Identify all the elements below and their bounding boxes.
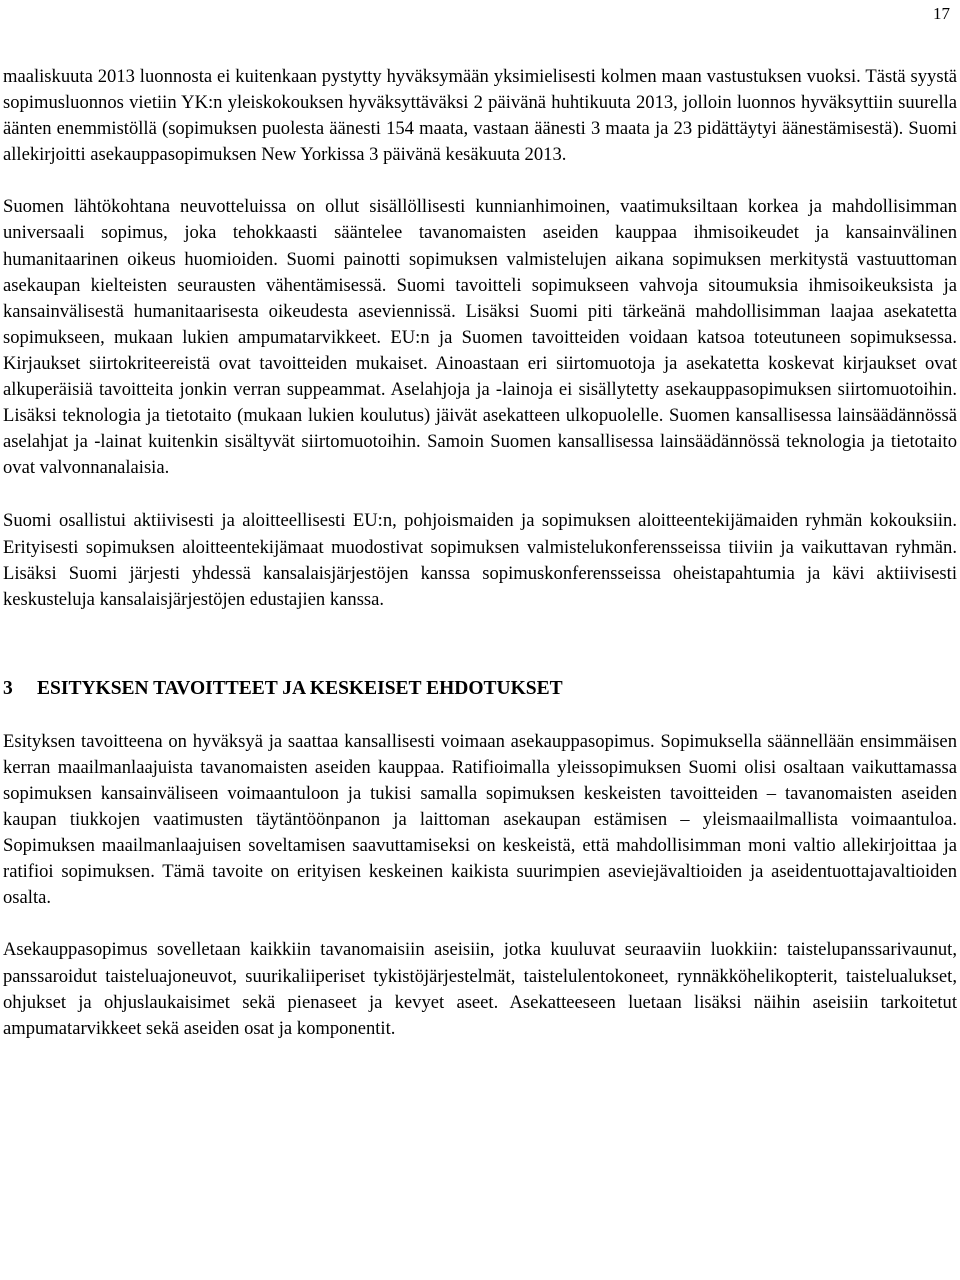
- section-number: 3: [3, 677, 13, 699]
- paragraph-ratification-history: maaliskuuta 2013 luonnosta ei kuitenkaan pystytty hyväksymään yksimielisesti kolmen maan vastustuksen vuoksi. Tästä syystä sopimusluonnos vietiin YK:n yleiskokouksen hyväksyttäväksi 2 päivänä huhtikuuta 2013, jolloin luonnos hyväksyttiin suurella äänten enemmistöllä (sopimuksen puolesta äänesti 154 maata, vastaan äänesti 3 maata ja 23 pidättäytyi äänestämisestä). Suomi allekirjoitti asekauppasopimuksen New Yorkissa 3 päivänä kesäkuuta 2013.: [3, 66, 957, 166]
- paragraph-finland-negotiation-goals: Suomen lähtökohtana neuvotteluissa on ollut sisällöllisesti kunnianhimoinen, vaatimuksiltaan korkea ja mahdollisimman universaali sopimus, joka tehokkaasti sääntelee tavanomaisten aseiden kauppaa ihmisoikeudet ja kansainvälinen humanitaarinen oikeus huomioiden. Suomi painotti sopimuksen valmistelujen aikana sopimuksen merkitystä vastuuttoman asekaupan kielteisten seurausten vähentämisessä. Suomi tavoitteli sopimukseen vahvoja sitoumuksia ihmisoikeuksista ja kansainvälisestä humanitaarisesta oikeudesta aseviennissä. Lisäksi Suomi piti tärkeänä mahdollisimman laajaa asekatetta sopimukseen, mukaan lukien ampumatarvikkeet. EU:n ja Suomen tavoitteiden voidaan katsoa toteutuneen sopimuksessa. Kirjaukset siirtokriteereistä ovat tavoitteiden mukaiset. Ainoastaan eri siirtomuotoja ja asekatetta koskevat kirjaukset ovat alkuperäisiä tavoitteita jonkin verran suppeammat. Aselahjoja ja -lainoja ei sisällytetty asekauppasopimuksen siirtomuotoihin. Lisäksi teknologia ja tietotaito (mukaan lukien koulutus) jäivät asekatteen ulkopuolelle. Suomen kansallisessa lainsäädännössä aselahjat ja -lainat kuitenkin sisältyvät siirtomuotoihin. Samoin Suomen kansallisessa lainsäädännössä teknologia ja tietotaito ovat valvonnanalaisia.: [3, 196, 957, 479]
- section-title: ESITYKSEN TAVOITTEET JA KESKEISET EHDOTUKSET: [37, 677, 563, 699]
- paragraph-proposal-objectives: Esityksen tavoitteena on hyväksyä ja saattaa kansallisesti voimaan asekauppasopimus. Sopimuksella säännellään ensimmäisen kerran maailmanlaajuista tavanomaisten aseiden kauppaa. Ratifioimalla yleissopimuksen Suomi olisi osaltaan vaikuttamassa sopimuksen kansainväliseen voimaantuloon ja tukisi samalla sopimuksen keskeisten tavoitteiden – tavanomaisten aseiden kaupan tiukkojen vaatimusten täytäntöönpanon ja laittoman asekaupan estämisen – yleismaailmallista voimaantuloa. Sopimuksen maailmanlaajuisen soveltamisen saavuttamiseksi on keskeistä, että mahdollisimman moni valtio allekirjoittaa ja ratifioi sopimuksen. Tämä tavoite on erityisen keskeinen kaikista suurimpien aseviejävaltioiden ja aseidentuottajavaltioiden osalta.: [3, 730, 957, 909]
- document-body: [3, 64, 957, 1042]
- paragraph-weapon-categories: Asekauppasopimus sovelletaan kaikkiin tavanomaisiin aseisiin, jotka kuuluvat seuraaviin luokkiin: taistelupanssarivaunut, panssaroidut taisteluajoneuvot, suurikaliiperiset tykistöjärjestelmät, taistelulentokoneet, rynnäkköhelikopterit, taistelualukset, ohjukset ja ohjuslaukaisimet sekä pienaseet ja kevyet aseet. Asekatteeseen luetaan lisäksi näihin aseisiin tarkoitetut ampumatarvikkeet sekä aseiden osat ja komponentit.: [3, 939, 957, 1039]
- section-heading: [3, 676, 957, 702]
- page-number: 17: [933, 4, 950, 23]
- paragraph-finland-participation: Suomi osallistui aktiivisesti ja aloitteellisesti EU:n, pohjoismaiden ja sopimuksen aloitteentekijämaiden ryhmän kokouksiin. Erityisesti sopimuksen aloitteentekijämaat muodostivat sopimuksen valmistelukonferensseissa tiiviin ja vaikuttavan ryhmän. Lisäksi Suomi järjesti yhdessä kansalaisjärjestöjen kanssa sopimuskonferensseissa oheistapahtumia ja kävi aktiivisesti keskusteluja kansalaisjärjestöjen edustajien kanssa.: [3, 510, 957, 610]
